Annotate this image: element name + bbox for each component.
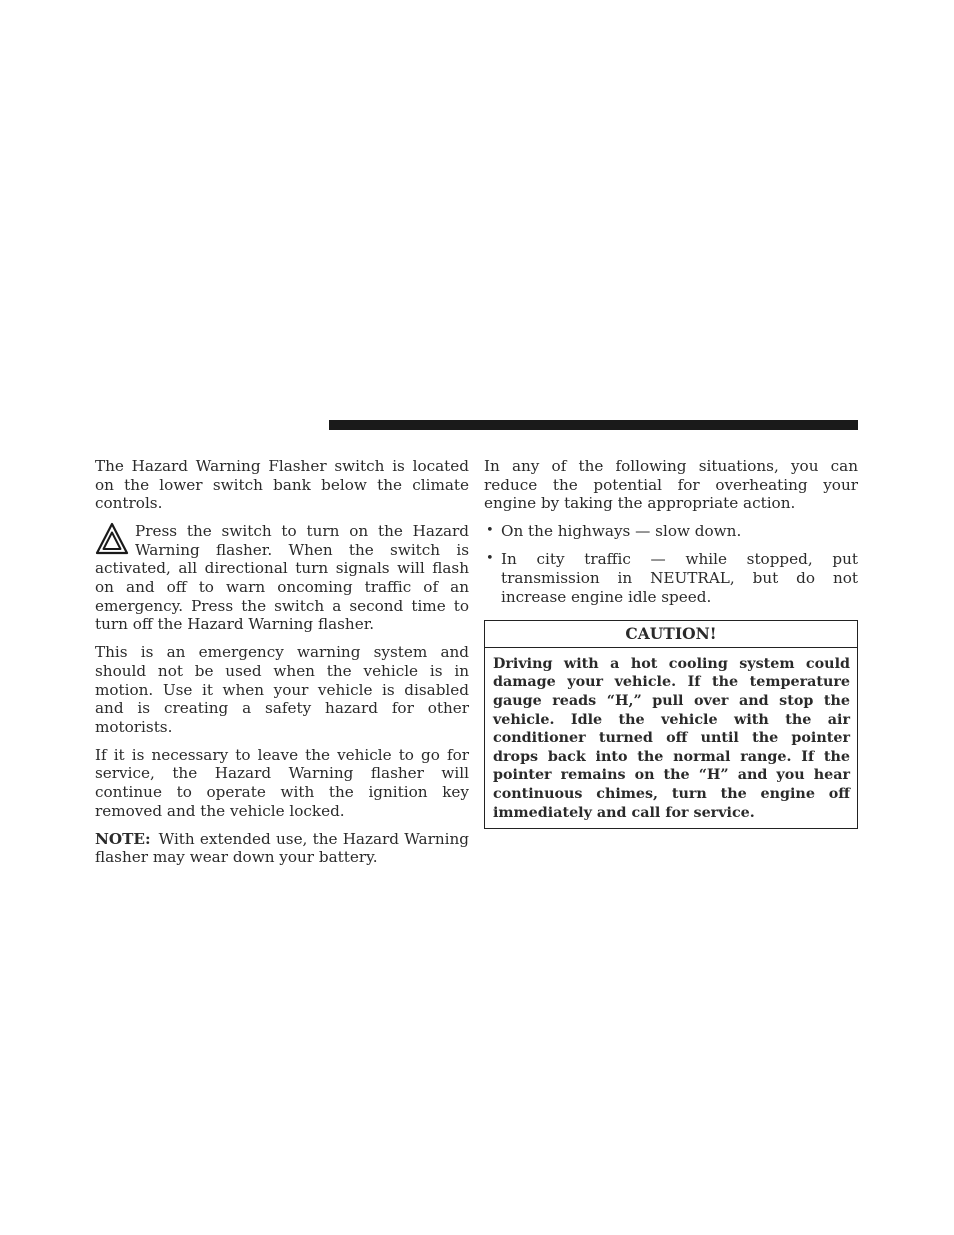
list-item	[484, 550, 858, 606]
list-item	[484, 522, 858, 541]
service-paragraph: If it is necessary to leave the vehicle to go for service, the Hazard Warning flasher will continue to operate with the ignition key removed and the vehicle locked.	[95, 745, 469, 820]
caution-title: CAUTION!	[485, 621, 857, 648]
note-label: NOTE:	[95, 829, 151, 848]
list-item-text: On the highways — slow down.	[501, 522, 742, 541]
overheating-bullet-list	[484, 522, 858, 606]
hazard-usage-paragraph	[95, 522, 469, 634]
hazard-triangle-icon	[95, 522, 129, 556]
hazard-location-paragraph: The Hazard Warning Flasher switch is located on the lower switch bank below the climate controls.	[95, 457, 469, 513]
note-paragraph	[95, 830, 469, 867]
hazard-usage-text: Press the switch to turn on the Hazard Warning flasher. When the switch is activated, all directional turn signals will flash on and off to warn oncoming traffic of an emergency. Press the switch a second time to turn off the Hazard Warning flasher.	[95, 522, 469, 634]
overheating-intro-paragraph: In any of the following situations, you can reduce the potential for overheating your engine by taking the appropriate action.	[484, 457, 858, 513]
bullet-icon: •	[486, 523, 494, 539]
caution-body: Driving with a hot cooling system could damage your vehicle. If the temperature gauge reads “H,” pull over and stop the vehicle. Idle the vehicle with the air conditioner turned off until the pointer drops back into the normal range. If the pointer remains on the “H” and you hear continuous chimes, turn the engine off immediately and call for service.	[493, 655, 850, 821]
list-item-text: In city traffic — while stopped, put transmission in NEUTRAL, but do not increase engine idle speed.	[501, 550, 858, 606]
right-column	[484, 457, 858, 829]
bullet-icon: •	[486, 551, 494, 567]
header-rule	[329, 420, 858, 430]
note-text: With extended use, the Hazard Warning flasher may wear down your battery.	[95, 829, 469, 867]
caution-box	[484, 620, 858, 829]
left-column	[95, 457, 469, 876]
emergency-system-paragraph: This is an emergency warning system and should not be used when the vehicle is in motion. Use it when your vehicle is disabled and is creating a safety hazard for other motorists.	[95, 643, 469, 736]
